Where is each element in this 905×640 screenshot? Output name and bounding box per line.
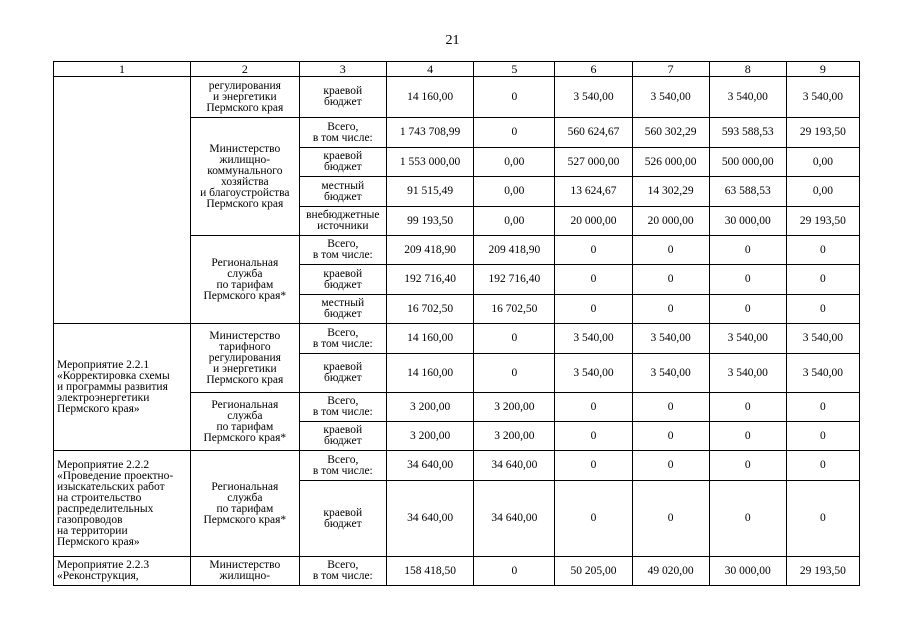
value-cell: 49 020,00 [632,557,709,586]
value-cell: 20 000,00 [632,207,709,236]
value-cell: 3 540,00 [786,324,859,354]
funding-source: местный бюджет [299,295,386,324]
value-cell: 3 200,00 [386,422,473,451]
value-cell: 3 540,00 [709,354,786,393]
value-cell: 3 540,00 [709,324,786,354]
event-cell: Мероприятие 2.2.3 «Реконструкция, [54,557,191,586]
value-cell: 99 193,50 [386,207,473,236]
value-cell: 0 [632,393,709,422]
value-cell: 3 540,00 [709,77,786,118]
value-cell: 0 [786,295,859,324]
executor-cell: Министерство жилищно- коммунального хозяйства и благоустройства Пермского края [191,118,300,236]
value-cell: 50 205,00 [555,557,632,586]
value-cell: 0 [555,451,632,481]
value-cell: 0 [632,265,709,295]
value-cell: 0 [709,236,786,265]
value-cell: 209 418,90 [386,236,473,265]
value-cell: 3 540,00 [786,354,859,393]
funding-source: Всего, в том числе: [299,324,386,354]
value-cell: 0 [474,557,555,586]
value-cell: 3 540,00 [555,324,632,354]
funding-source: Всего, в том числе: [299,557,386,586]
value-cell: 593 588,53 [709,118,786,148]
funding-source: краевой бюджет [299,148,386,177]
col-header: 1 [54,62,191,77]
value-cell: 14 160,00 [386,354,473,393]
value-cell: 29 193,50 [786,118,859,148]
value-cell: 63 588,53 [709,177,786,207]
funding-source: краевой бюджет [299,422,386,451]
value-cell: 20 000,00 [555,207,632,236]
value-cell: 34 640,00 [474,451,555,481]
value-cell: 3 540,00 [786,77,859,118]
table-row [54,324,860,354]
value-cell: 3 200,00 [474,422,555,451]
value-cell: 3 540,00 [632,324,709,354]
value-cell: 3 540,00 [555,77,632,118]
value-cell: 1 743 708,99 [386,118,473,148]
page-number: 21 [445,33,460,48]
table-row [54,557,860,586]
header-row [54,62,860,77]
value-cell: 16 702,50 [474,295,555,324]
col-header: 7 [632,62,709,77]
col-header: 6 [555,62,632,77]
value-cell: 1 553 000,00 [386,148,473,177]
value-cell: 0,00 [786,177,859,207]
executor-cell: Региональная служба по тарифам Пермского края* [191,393,300,451]
value-cell: 0,00 [474,207,555,236]
value-cell: 30 000,00 [709,207,786,236]
value-cell: 0 [474,354,555,393]
value-cell: 0 [474,118,555,148]
event-cell-empty [54,77,191,324]
value-cell: 3 540,00 [632,77,709,118]
value-cell: 29 193,50 [786,557,859,586]
value-cell: 29 193,50 [786,207,859,236]
value-cell: 34 640,00 [386,481,473,557]
event-cell: Мероприятие 2.2.2 «Проведение проектно- изыскательских работ на строительство распределительных газопроводов на территории Пермского края» [54,451,191,557]
value-cell: 30 000,00 [709,557,786,586]
value-cell: 0,00 [474,177,555,207]
value-cell: 14 302,29 [632,177,709,207]
funding-source: местный бюджет [299,177,386,207]
col-header: 8 [709,62,786,77]
table-row [54,77,860,118]
value-cell: 0 [555,295,632,324]
table-row [54,451,860,481]
executor-cell: Министерство тарифного регулирования и энергетики Пермского края [191,324,300,393]
col-header: 3 [299,62,386,77]
value-cell: 34 640,00 [386,451,473,481]
value-cell: 0 [709,451,786,481]
value-cell: 192 716,40 [386,265,473,295]
value-cell: 0 [474,77,555,118]
executor-cell: Министерство жилищно- [191,557,300,586]
value-cell: 0 [786,481,859,557]
value-cell: 0 [632,295,709,324]
budget-table [53,61,860,586]
value-cell: 3 540,00 [632,354,709,393]
value-cell: 0 [632,481,709,557]
funding-source: Всего, в том числе: [299,451,386,481]
value-cell: 0 [555,481,632,557]
value-cell: 0 [709,393,786,422]
value-cell: 0 [555,422,632,451]
value-cell: 0 [786,393,859,422]
funding-source: Всего, в том числе: [299,118,386,148]
event-cell: Мероприятие 2.2.1 «Корректировка схемы и программы развития электроэнергетики Пермского края» [54,324,191,451]
value-cell: 0,00 [474,148,555,177]
funding-source: краевой бюджет [299,354,386,393]
col-header: 5 [474,62,555,77]
col-header: 4 [386,62,473,77]
value-cell: 527 000,00 [555,148,632,177]
value-cell: 3 540,00 [555,354,632,393]
value-cell: 158 418,50 [386,557,473,586]
value-cell: 560 624,67 [555,118,632,148]
value-cell: 0 [474,324,555,354]
value-cell: 0 [786,236,859,265]
value-cell: 0 [555,265,632,295]
col-header: 9 [786,62,859,77]
value-cell: 16 702,50 [386,295,473,324]
value-cell: 0 [786,422,859,451]
funding-source: краевой бюджет [299,481,386,557]
value-cell: 34 640,00 [474,481,555,557]
value-cell: 500 000,00 [709,148,786,177]
value-cell: 91 515,49 [386,177,473,207]
funding-source: Всего, в том числе: [299,236,386,265]
value-cell: 0 [709,422,786,451]
value-cell: 0 [632,422,709,451]
funding-source: внебюджетные источники [299,207,386,236]
funding-source: Всего, в том числе: [299,393,386,422]
executor-cell: Региональная служба по тарифам Пермского края* [191,236,300,324]
executor-cell: Региональная служба по тарифам Пермского края* [191,451,300,557]
value-cell: 14 160,00 [386,77,473,118]
value-cell: 0 [555,393,632,422]
value-cell: 3 200,00 [386,393,473,422]
value-cell: 0 [786,451,859,481]
value-cell: 3 200,00 [474,393,555,422]
value-cell: 14 160,00 [386,324,473,354]
value-cell: 560 302,29 [632,118,709,148]
value-cell: 192 716,40 [474,265,555,295]
col-header: 2 [191,62,300,77]
value-cell: 209 418,90 [474,236,555,265]
value-cell: 526 000,00 [632,148,709,177]
value-cell: 13 624,67 [555,177,632,207]
value-cell: 0,00 [786,148,859,177]
value-cell: 0 [555,236,632,265]
value-cell: 0 [709,481,786,557]
value-cell: 0 [632,451,709,481]
executor-cell: регулирования и энергетики Пермского края [191,77,300,118]
value-cell: 0 [709,265,786,295]
funding-source: краевой бюджет [299,77,386,118]
funding-source: краевой бюджет [299,265,386,295]
value-cell: 0 [709,295,786,324]
value-cell: 0 [632,236,709,265]
value-cell: 0 [786,265,859,295]
